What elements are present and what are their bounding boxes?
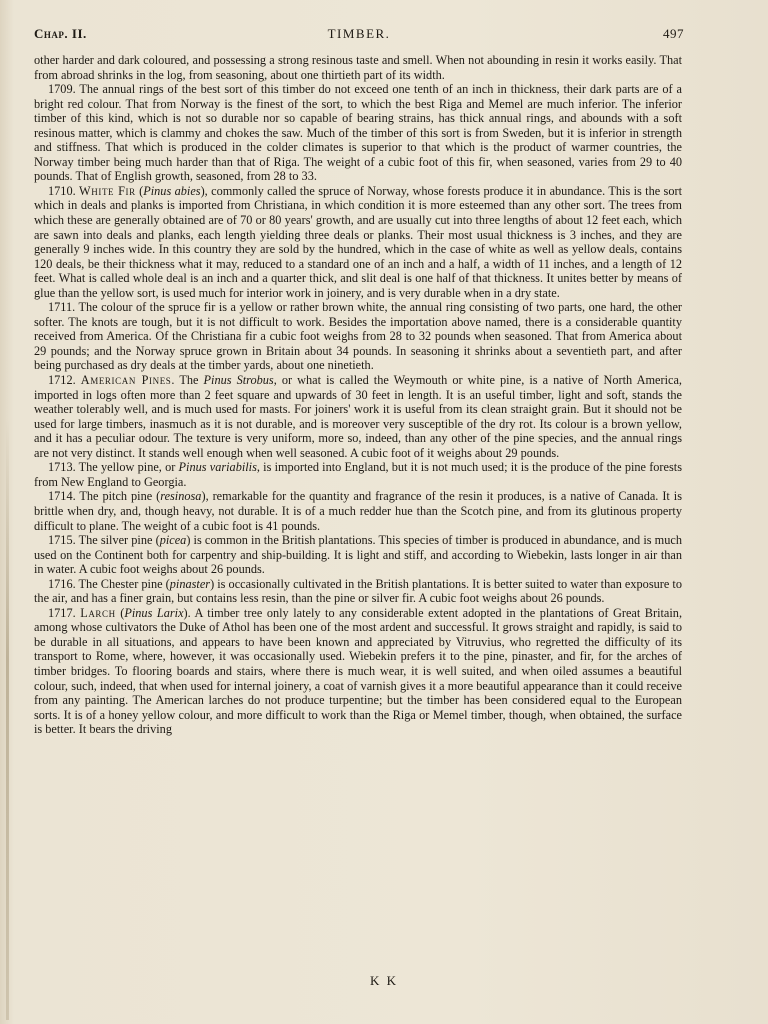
paragraph: [34, 606, 682, 737]
text-run: 1713. The yellow pine, or: [48, 460, 179, 475]
signature-mark: K K: [369, 973, 399, 988]
paragraph: [34, 184, 682, 300]
paragraph: [34, 300, 682, 373]
body-text: [34, 53, 682, 737]
italic-run: pinaster: [169, 576, 211, 591]
text-run: ), remarkable for the quantity and fragrance of the resin it produces, is a native of Canada. It is brittle when dry, and, though heavy, not durable. It is of a much redder hue than the Scotch pine, and from its glutinous property difficult to plane. The weight of a cubic foot is 41 pounds.: [34, 489, 682, 533]
italic-run: picea: [159, 533, 187, 548]
small-caps-run: American Pines: [80, 373, 172, 388]
paragraph: [34, 53, 682, 82]
text-run: 1715. The silver pine (: [48, 533, 160, 548]
italic-run: Pinus variabilis: [178, 460, 257, 475]
page-number: 497: [663, 26, 684, 41]
paragraph: [34, 460, 682, 489]
text-run: (: [115, 605, 125, 620]
paragraph: [34, 82, 682, 184]
text-run: 1717.: [48, 605, 81, 620]
italic-run: resinosa: [160, 489, 202, 504]
text-run: 1711. The colour of the spruce fir is a yellow or rather brown white, the annual ring consisting of two parts, one hard, the other softer. The knots are tough, but it is not difficult to work. Besides the importation above named, there is a considerable quantity received from America. Of the Christiana fir a cubic foot weighs from 28 to 32 pounds when seasoned. That from America about 29 pounds; and the Norway spruce grown in Britain about 34 pounds. In seasoning it shrinks about a seventieth part, and after being purchased as dry deals at the timber yards, about one ninetieth.: [34, 300, 682, 373]
text-run: 1712.: [48, 373, 81, 388]
text-run: 1710.: [48, 183, 80, 198]
small-caps-run: White Fir: [79, 183, 136, 198]
paragraph: [34, 577, 682, 606]
italic-run: Pinus Strobus: [203, 373, 274, 388]
chapter-label: Chap. II.: [34, 26, 87, 41]
small-caps-run: Larch: [80, 605, 116, 620]
text-run: 1716. The Chester pine (: [48, 576, 170, 591]
page-gutter-shadow: [6, 420, 9, 1020]
text-run: ), commonly called the spruce of Norway, whose forests produce it in abundance. This is the sort which in deals and planks is imported from Christiana, in which condition it is more esteemed than any other sort. The trees from which these are generally obtained are of 70 or 80 years' growth, and are usually cut into three lengths of about 12 feet each, which are sawn into deals and planks, each length yielding three deals or planks. Their most usual thickness is 3 inches, and they are generally 9 inches wide. In this country they are sold by the hundred, which in the case of white as well as yellow deals, contains 120 deals, be their thickness what it may, reduced to a standard one of an inch and a half, a width of 11 inches, and a length of 12 feet. What is called whole deal is an inch and a quarter thick, and slit deal is one half of that thickness. It unites better by means of glue than the yellow sort, is used much for interior work in joinery, and is very durable when in a dry state.: [34, 183, 682, 300]
italic-run: Pinus Larix: [124, 605, 184, 620]
text-run: 1714. The pitch pine (: [48, 489, 161, 504]
paragraph: [34, 533, 682, 577]
text-run: ) is occasionally cultivated in the British plantations. It is better suited to water than exposure to the air, and has a finer grain, but contains less resin, than the pine or silver fir. A cubic foot weighs about 26 pounds.: [34, 576, 682, 606]
text-run: 1709. The annual rings of the best sort of this timber do not exceed one tenth of an inch in thickness, their dark parts are of a bright red colour. That from Norway is the finest of the sort, to which the best Riga and Memel are much inferior. The inferior timber of this kind, which is not so durable nor so capable of bearing strains, has thick annual rings, and abounds with a soft resinous matter, which is clammy and chokes the saw. Much of the timber of this sort is from Sweden, but it is inferior in strength and stiffness. That which is produced in the colder climates is superior to that which is the product of warmer countries, the Norway timber being much harder than that of Riga. The weight of a cubic foot of this fir, when seasoned, varies from 29 to 40 pounds. That of English growth, seasoned, from 28 to 33.: [34, 82, 682, 184]
text-run: . The: [171, 373, 204, 388]
running-header: [34, 26, 684, 46]
text-run: other harder and dark coloured, and possessing a strong resinous taste and smell. When not abounding in resin it works easily. That from abroad shrinks in the log, from seasoning, about one thirtieth part of its width.: [34, 53, 682, 82]
italic-run: Pinus abies: [143, 183, 201, 198]
text-run: ) is common in the British plantations. This species of timber is produced in abundance, and is much used on the Continent both for carpentry and ship-building. It is light and stiff, and according to Wiebekin, lasts longer in air than in water. A cubic foot weighs about 26 pounds.: [34, 533, 682, 577]
running-title: TIMBER.: [327, 26, 391, 41]
text-run: , is imported into England, but it is not much used; it is the produce of the pine forests from New England to Georgia.: [34, 460, 682, 489]
paragraph: [34, 489, 682, 533]
text-run: , or what is called the Weymouth or white pine, is a native of North America, imported in logs often more than 2 feet square and upwards of 30 feet in length. It is an useful timber, light and soft, stands the weather tolerably well, and is much used for masts. For joiners' work it is useful from its clean straight grain. But it should not be used for large timbers, inasmuch as it is not durable, and is moreover very susceptible of the dry rot. Its colour is a brown yellow, and it has a peculiar odour. The texture is very uniform, more so, indeed, than any other of the pine species, and the annual rings are not very distinct. It stands well enough when well seasoned. A cubic foot of it weighs about 29 pounds.: [34, 373, 682, 460]
paragraph: [34, 373, 682, 460]
text-run: (: [135, 183, 144, 198]
text-run: ). A timber tree only lately to any considerable extent adopted in the plantations of Great Britain, among whose cultivators the Duke of Athol has been one of the most ardent and successful. It grows straight and rapidly, is said to be durable in all situations, and appears to have been known and appreciated by Vitruvius, who regretted the difficulty of its transport to Rome, where, however, it was occasionally used. Wiebekin prefers it to the pine, pinaster, and fir, for the arches of timber bridges. To flooring boards and stairs, where there is much wear, it is well suited, and when oiled assumes a beautiful colour, such, indeed, that when used for internal joinery, a coat of varnish gives it a more beautiful appearance than it could receive from any painting. The American larches do not produce turpentine; but the timber has been considered equal to the European sorts. It is of a honey yellow colour, and more difficult to work than the Riga or Memel timber, though, when obtained, the surface is better. It bears the driving: [34, 605, 683, 737]
